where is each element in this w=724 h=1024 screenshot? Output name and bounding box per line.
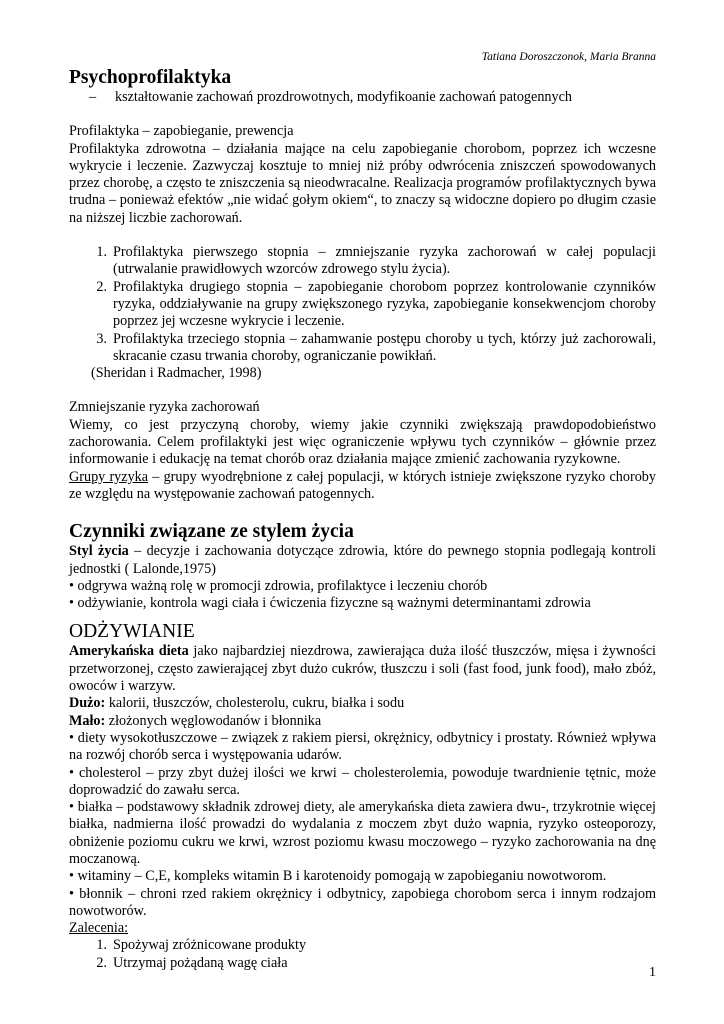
list-item-text: Profilaktyka pierwszego stopnia – zmniejszanie ryzyka zachorowań w całej populacji (utrwalanie prawidłowych wzorców zdrowego stylu życia). xyxy=(113,244,656,278)
prevention-paragraph: Profilaktyka zdrowotna – działania mające na celu zapobieganie chorobom, poprzez ich wczesne wykrycie i leczenie. Zazwyczaj kosztuje to mniej niż próby odwrócenia zniszczeń spowodowanych przez chorobę, a często te zniszczenia są nieodwracalne. Realizacja programów profilaktycznych bywa trudna – ponieważ efektów „nie widać gołym okiem“, to znaczy są widoczne dopiero po długim czasie na niższej liczbie zachorowań. xyxy=(69,140,656,226)
risk-groups-term: Grupy ryzyka xyxy=(69,468,149,485)
list-item xyxy=(69,279,656,331)
list-item xyxy=(69,937,656,954)
section-title-psychoprofilaktyka: Psychoprofilaktyka xyxy=(69,67,232,88)
risk-heading: Zmniejszanie ryzyka zachorowań xyxy=(69,399,260,416)
page-number: 1 xyxy=(649,965,656,980)
prevention-levels-list xyxy=(69,244,656,365)
too-little-label: Mało: xyxy=(69,712,106,729)
list-item-number: 3. xyxy=(96,330,107,347)
dash-list-item xyxy=(69,89,656,106)
authors-header: Tatiana Doroszczonok, Maria Branna xyxy=(481,51,656,63)
american-diet-text: jako najbardziej niezdrowa, zawierająca duża ilość tłuszczów, mięsa i żywności przetworzonej, często zawierającej zbyt dużo cukrów, tłuszczu i soli (fast food, junk food), mało zbóż, owoców i warzyw. xyxy=(69,643,656,695)
list-item xyxy=(69,331,656,366)
list-item-text: Profilaktyka trzeciego stopnia – zahamwanie postępu choroby u tych, którzy już zachorowali, skracanie czasu trwania choroby, ograniczanie powikłań. xyxy=(113,330,656,364)
lifestyle-bullet: • odgrywa ważną rolę w promocji zdrowia, profilaktyce i leczeniu chorób xyxy=(69,577,488,594)
american-diet-paragraph xyxy=(69,643,656,695)
too-much-line xyxy=(69,695,656,712)
lifestyle-term: Styl życia xyxy=(69,543,129,560)
citation: (Sheridan i Radmacher, 1998) xyxy=(91,365,262,382)
too-much-label: Dużo: xyxy=(69,695,106,712)
too-much-text: kalorii, tłuszczów, cholesterolu, cukru, białka i sodu xyxy=(105,695,405,712)
nutrition-bullet: • cholesterol – przy zbyt dużej ilości we krwi – cholesterolemia, powoduje twardnienie tętnic, może doprowadzić do zawału serca. xyxy=(69,764,656,798)
list-item-number: 2. xyxy=(96,278,107,295)
dash-item-text: kształtowanie zachowań prozdrowotnych, modyfikoanie zachowań patogennych xyxy=(115,89,572,105)
risk-groups-definition xyxy=(69,469,656,504)
list-item-text: Profilaktyka drugiego stopnia – zapobieganie chorobom poprzez kontrolowanie czynników ryzyka, oddziaływanie na grupy zwiększonego ryzyka, zapobieganie konsekwencjom choroby poprzez jej wczesne wykrycie i leczenie. xyxy=(113,278,656,330)
nutrition-bullet: • błonnik – chroni rzed rakiem okrężnicy i odbytnicy, zapobiega chorobom serca i innym rodzajom nowotworów. xyxy=(69,885,656,919)
nutrition-bullet: • witaminy – C,E, kompleks witamin B i karotenoidy pomogają w zapobieganiu nowotworom. xyxy=(69,868,607,885)
nutrition-bullet: • diety wysokotłuszczowe – związek z rakiem piersi, okrężnicy, odbytnicy i prostaty. Również wpływa na rozwój chorób serca i występowania udarów. xyxy=(69,729,656,764)
list-item xyxy=(69,244,656,279)
list-item-number: 1. xyxy=(96,937,107,954)
list-item-number: 2. xyxy=(96,954,107,971)
nutrition-bullet: • białka – podstawowy składnik zdrowej diety, ale amerykańska dieta zawiera dwu-, trzykrotnie więcej białka, nadmierna ilość prowadzi do wydalania z moczem zbyt dużo wapnia, ryzyko osteoporozy, obniżenie poziomu cukru we krwi, wzrost poziomu kwasu moczowego – ryzyko zachorowania na dnę moczanową. xyxy=(69,799,656,867)
dash-mark: – xyxy=(89,89,97,105)
document-content xyxy=(69,50,656,972)
list-item xyxy=(69,955,656,972)
intro-line: Profilaktyka – zapobieganie, prewencja xyxy=(69,123,294,140)
section-title-lifestyle: Czynniki związane ze stylem życia xyxy=(69,521,354,543)
lifestyle-definition xyxy=(69,543,656,578)
recommendations-list xyxy=(69,937,656,972)
recommendations-heading: Zalecenia: xyxy=(69,920,129,937)
too-little-line xyxy=(69,713,656,730)
american-diet-term: Amerykańska dieta xyxy=(69,643,189,660)
lifestyle-text: – decyzje i zachowania dotyczące zdrowia, które do pewnego stopnia podlegają kontroli jednostki ( Lalonde,1975) xyxy=(69,543,657,577)
list-item-text: Utrzymaj pożądaną wagę ciała xyxy=(113,954,288,971)
risk-groups-text: – grupy wyodrębnione z całej populacji, w których istnieje zwiększone ryzyko choroby ze względu na występowanie zachowań patogennych. xyxy=(69,468,656,502)
lifestyle-bullet: • odżywianie, kontrola wagi ciała i ćwiczenia fizyczne są ważnymi determinantami zdrowia xyxy=(69,595,591,612)
risk-paragraph: Wiemy, co jest przyczyną choroby, wiemy jakie czynniki zwiększają prawdopodobieństwo zachorowania. Celem profilaktyki jest więc ograniczenie wpływu tych czynników – głównie przez informowanie i edukację na temat chorób oraz działania mające zmienić zachowania ryzykowne. xyxy=(69,416,656,468)
list-item-number: 1. xyxy=(96,244,107,261)
too-little-text: złożonych węglowodanów i błonnika xyxy=(105,712,322,729)
section-title-nutrition: ODŻYWIANIE xyxy=(69,621,195,643)
list-item-text: Spożywaj zróżnicowane produkty xyxy=(113,937,307,954)
